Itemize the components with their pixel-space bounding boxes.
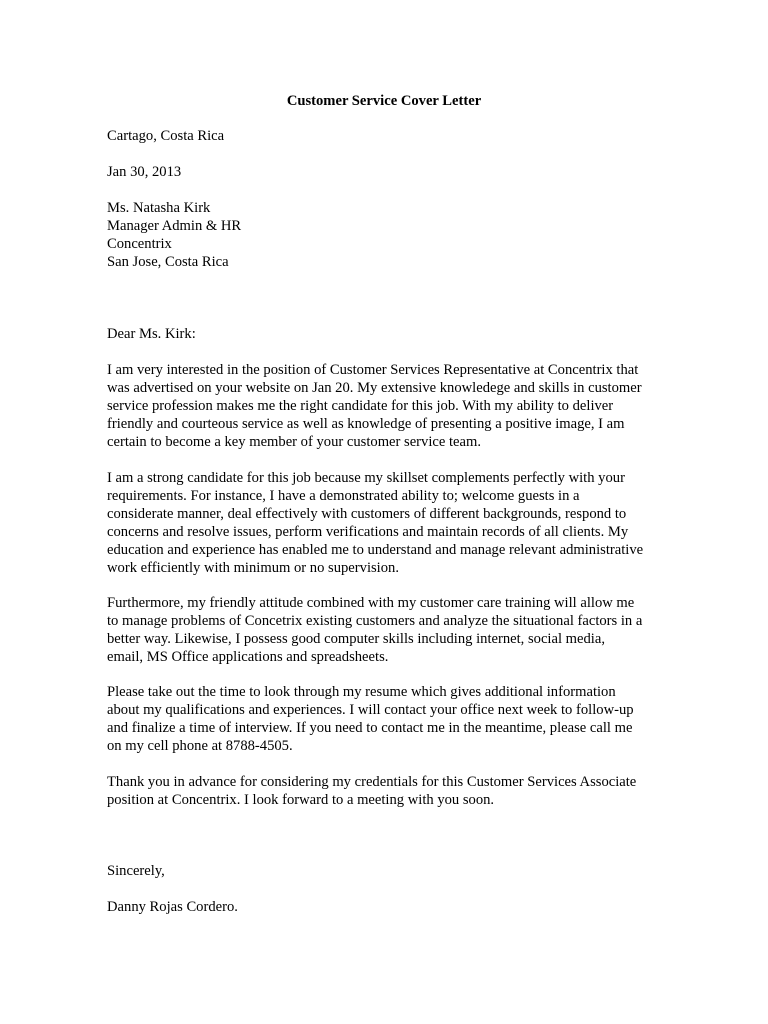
paragraph-line: about my qualifications and experiences. I will contact your office next week to follow-up (107, 702, 634, 718)
paragraph-line: email, MS Office applications and spreadsheets. (107, 649, 389, 665)
paragraph-line: work efficiently with minimum or no supervision. (107, 560, 399, 576)
paragraph-line: better way. Likewise, I possess good computer skills including internet, social media, (107, 631, 605, 647)
body-paragraph (107, 361, 667, 451)
body-paragraph (107, 683, 667, 755)
recipient-city: San Jose, Costa Rica (107, 254, 229, 270)
letter-date: Jan 30, 2013 (107, 164, 182, 180)
salutation: Dear Ms. Kirk: (107, 326, 196, 342)
recipient-name: Ms. Natasha Kirk (107, 200, 211, 216)
paragraph-line: was advertised on your website on Jan 20. My extensive knowledege and skills in customer (107, 380, 642, 396)
paragraph-line: on my cell phone at 8788-4505. (107, 738, 293, 754)
paragraph-line: Thank you in advance for considering my credentials for this Customer Services Associate (107, 774, 637, 790)
paragraph-line: considerate manner, deal effectively with customers of different backgrounds, respond to (107, 506, 627, 522)
paragraph-line: and finalize a time of interview. If you need to contact me in the meantime, please call me (107, 720, 633, 736)
paragraph-line: requirements. For instance, I have a demonstrated ability to; welcome guests in a (107, 488, 580, 504)
recipient-position: Manager Admin & HR (107, 218, 242, 234)
closing: Sincerely, (107, 863, 165, 879)
paragraph-line: concerns and resolve issues, perform verifications and maintain records of all clients. My (107, 524, 629, 540)
body-paragraph (107, 469, 667, 577)
paragraph-line: position at Concentrix. I look forward to a meeting with you soon. (107, 792, 495, 808)
body-paragraph (107, 594, 667, 666)
paragraph-line: service profession makes me the right candidate for this job. With my ability to deliver (107, 398, 614, 414)
paragraph-line: Furthermore, my friendly attitude combined with my customer care training will allow me (107, 595, 635, 611)
recipient-company: Concentrix (107, 236, 172, 252)
paragraph-line: certain to become a key member of your customer service team. (107, 434, 482, 450)
signature-name: Danny Rojas Cordero. (107, 899, 238, 915)
paragraph-line: friendly and courteous service as well as knowledge of presenting a positive image, I am (107, 416, 625, 432)
paragraph-line: to manage problems of Concetrix existing customers and analyze the situational factors in a (107, 613, 643, 629)
paragraph-line: I am very interested in the position of Customer Services Representative at Concentrix that (107, 362, 639, 378)
paragraph-line: I am a strong candidate for this job because my skillset complements perfectly with your (107, 470, 625, 486)
body-paragraph (107, 773, 667, 809)
letter-title: Customer Service Cover Letter (286, 93, 482, 109)
paragraph-line: Please take out the time to look through my resume which gives additional information (107, 684, 616, 700)
sender-location: Cartago, Costa Rica (107, 128, 225, 144)
paragraph-line: education and experience has enabled me to understand and manage relevant administrative (107, 542, 644, 558)
